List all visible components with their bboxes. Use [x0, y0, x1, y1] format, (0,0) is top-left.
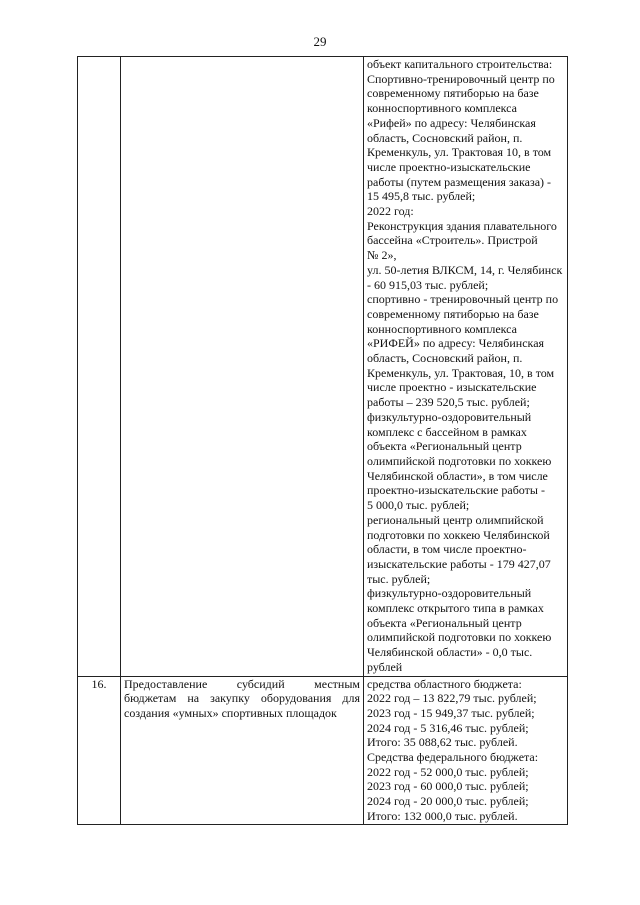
funding-line: 2023 год - 15 949,37 тыс. рублей;	[367, 705, 535, 720]
row-number: 16.	[78, 676, 121, 824]
funding-line: конноспортивного комплекса	[367, 101, 517, 116]
row-number	[78, 57, 121, 677]
funding-line: подготовки по хоккею Челябинской	[367, 527, 550, 542]
funding-line: физкультурно-оздоровительный	[367, 586, 532, 601]
funding-line: изыскательские работы - 179 427,07	[367, 556, 551, 571]
funding-line: тыс. рублей;	[367, 571, 431, 586]
funding-line: олимпийской подготовки по хоккею	[367, 453, 552, 468]
funding-line: работы – 239 520,5 тыс. рублей;	[367, 395, 530, 410]
funding-line: «РИФЕЙ» по адресу: Челябинская	[367, 336, 545, 351]
funding-line: средства областного бюджета:	[367, 676, 522, 691]
description-text: Предоставление субсидий местным бюджетам на закупку оборудования для создания «умных» спортивных площадок	[124, 676, 360, 720]
funding-line: олимпийской подготовки по хоккею	[367, 630, 552, 645]
funding-line: № 2»,	[367, 248, 397, 263]
funding-line: объект капитального строительства:	[367, 57, 553, 71]
funding-line: бассейна «Строитель». Пристрой	[367, 233, 538, 248]
funding-line: ул. 50-летия ВЛКСМ, 14, г. Челябинск	[367, 262, 563, 277]
funding-line: «Рифей» по адресу: Челябинская	[367, 115, 536, 130]
funding-line: Челябинской области», в том числе	[367, 468, 548, 483]
funding-line: 5 000,0 тыс. рублей;	[367, 498, 470, 513]
funding-line: физкультурно-оздоровительный	[367, 409, 532, 424]
funding-line: современному пятиборью на базе	[367, 306, 539, 321]
funding-line: Кременкуль, ул. Трактовая, 10, в том	[367, 365, 555, 380]
funding-line: Челябинской области» - 0,0 тыс.	[367, 645, 533, 660]
funding-line: объекта «Региональный центр	[367, 615, 522, 630]
funding-line: конноспортивного комплекса	[367, 321, 517, 336]
row-funding	[364, 57, 568, 677]
funding-line: современному пятиборью на базе	[367, 86, 539, 101]
funding-line: числе проектно - изыскательские	[367, 380, 537, 395]
funding-line: рублей	[367, 659, 403, 674]
funding-line: - 60 915,03 тыс. рублей;	[367, 277, 489, 292]
funding-line: Итого: 132 000,0 тыс. рублей.	[367, 808, 518, 823]
funding-line: 15 495,8 тыс. рублей;	[367, 189, 476, 204]
funding-line: Реконструкция здания плавательного	[367, 218, 557, 233]
funding-line: области, в том числе проектно-	[367, 542, 527, 557]
program-table	[77, 56, 568, 825]
funding-line: Кременкуль, ул. Трактовая 10, в том	[367, 145, 552, 160]
funding-line: 2022 год:	[367, 204, 414, 219]
row-description	[121, 57, 364, 677]
funding-line: объекта «Региональный центр	[367, 439, 522, 454]
table-row	[78, 57, 568, 677]
funding-line: Средства федерального бюджета:	[367, 750, 539, 765]
program-table-body	[78, 57, 568, 825]
funding-line: спортивно - тренировочный центр по	[367, 292, 559, 307]
funding-line: числе проектно-изыскательские	[367, 159, 531, 174]
row-description	[121, 676, 364, 824]
row-funding	[364, 676, 568, 824]
funding-line: 2024 год - 5 316,46 тыс. рублей;	[367, 720, 529, 735]
funding-line: работы (путем размещения заказа) -	[367, 174, 552, 189]
funding-line: 2023 год - 60 000,0 тыс. рублей;	[367, 779, 529, 794]
funding-line: Итого: 35 088,62 тыс. рублей.	[367, 735, 518, 750]
funding-line: область, Сосновский район, п.	[367, 130, 523, 145]
funding-line: 2022 год - 52 000,0 тыс. рублей;	[367, 764, 529, 779]
funding-line: региональный центр олимпийской	[367, 512, 544, 527]
table-row	[78, 676, 568, 824]
funding-line: комплекс с бассейном в рамках	[367, 424, 527, 439]
funding-line: комплекс открытого типа в рамках	[367, 601, 544, 616]
funding-line: проектно-изыскательские работы -	[367, 483, 545, 498]
funding-line: 2024 год - 20 000,0 тыс. рублей;	[367, 794, 529, 809]
page-number: 29	[313, 34, 327, 49]
funding-line: область, Сосновский район, п.	[367, 351, 523, 366]
funding-line: Спортивно-тренировочный центр по	[367, 71, 555, 86]
funding-line: 2022 год – 13 822,79 тыс. рублей;	[367, 691, 537, 706]
